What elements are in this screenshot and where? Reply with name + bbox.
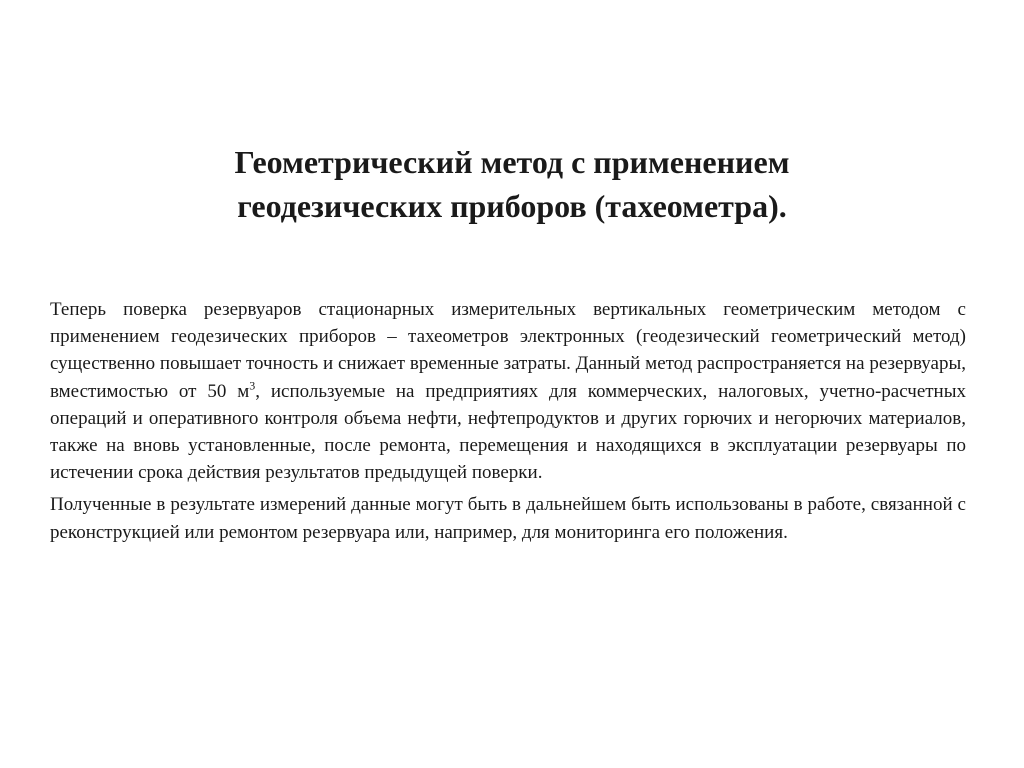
cubic-superscript: 3 (249, 378, 256, 393)
body-paragraph-1 (50, 296, 966, 486)
paragraph-1-text-end: , используемые на предприятиях для коммерческих, налоговых, учетно-расчетных операций и оперативного контроля объема нефти, нефтепродуктов и других горючих и негорючих материалов, также на вновь установленные, после ремонта, перемещения и находящихся в эксплуатации резервуары по истечении срока действия результатов предыдущей поверки. (50, 380, 966, 484)
slide-title-line-2: геодезических приборов (тахеометра). (237, 188, 787, 224)
slide-title-line-1: Геометрический метод с применением (234, 144, 790, 180)
paragraph-1-text-start: Теперь поверка резервуаров стационарных измерительных вертикальных геометрическим методом с применением геодезических приборов – тахеометров электронных (геодезический геометрический метод) существенно повышает точность и снижает временные затраты. Данный метод распространяется на резервуары, вместимостью от 50 м (50, 299, 966, 402)
slide-title (100, 140, 924, 228)
slide-body (50, 296, 966, 546)
body-paragraph-2: Полученные в результате измерений данные могут быть в дальнейшем быть использованы в работе, связанной с реконструкцией или ремонтом резервуара или, например, для мониторинга его положения. (50, 494, 966, 543)
